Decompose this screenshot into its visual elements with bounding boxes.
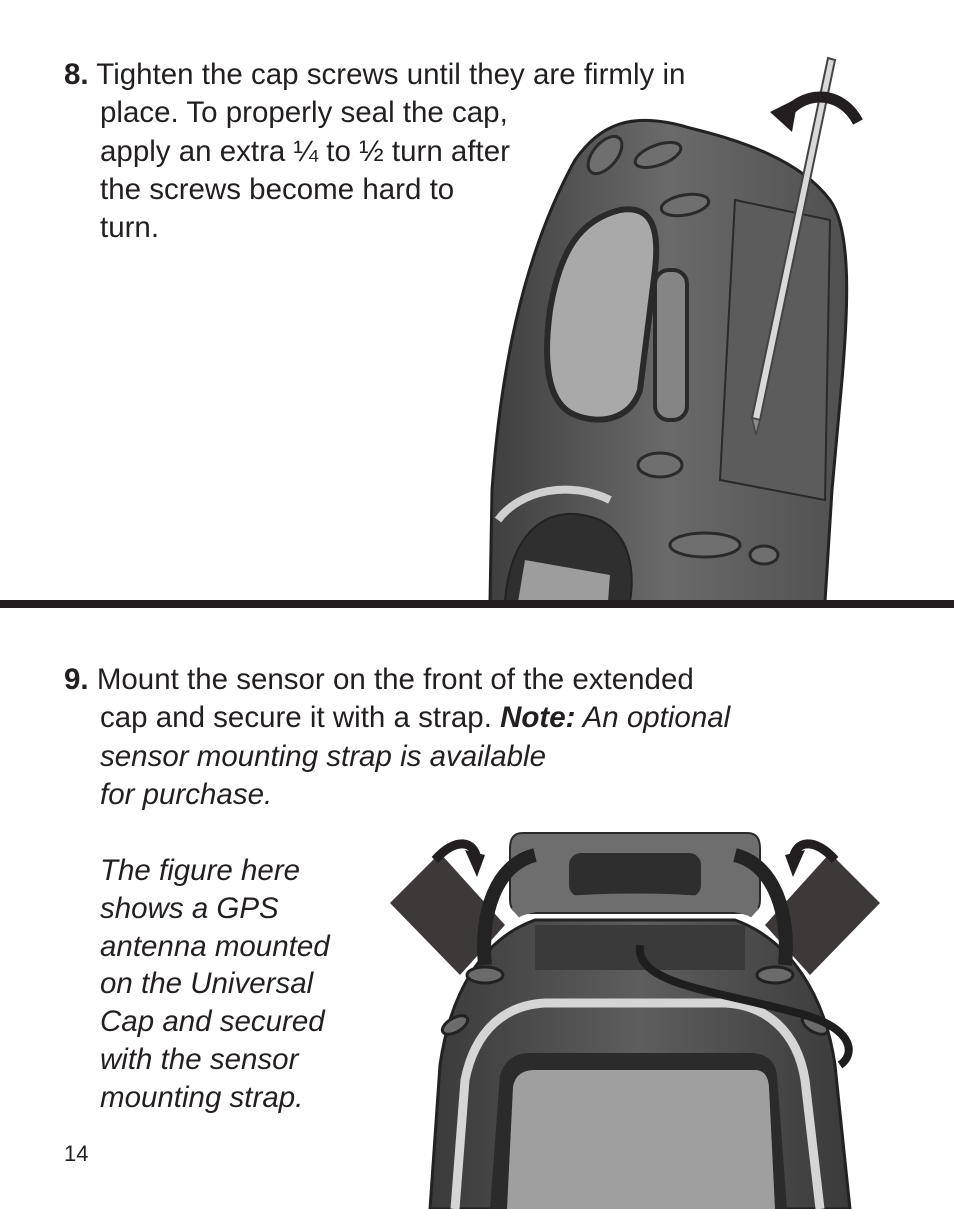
cap-tightening-illustration [480,50,880,602]
caption-line-1: The figure here [100,854,301,887]
note-text-line-2: sensor mounting strap is available [100,739,547,773]
section-divider [0,600,954,608]
step-8-line-2: place. To properly seal the cap, [100,96,508,130]
step-8-number: 8. [64,58,89,91]
step-9-number: 9. [64,663,89,696]
note-label: Note: [500,701,576,735]
caption-line-3: antenna mounted [100,929,330,963]
step-9-line-2-text: cap and secure it with a strap. [100,701,501,735]
caption-line-5: Cap and secured [100,1005,325,1039]
figure-caption [100,852,330,1117]
step-8-line-4: the screws become hard to [100,172,455,206]
step-8-line-3: apply an extra ¼ to ½ turn after [100,134,510,168]
step-8-line-1: Tighten the cap screws until they are firmly in [96,58,686,91]
page-number: 14 [64,1141,89,1166]
note-text-line-3: for purchase. [100,777,273,811]
note-text-start: An optional [575,701,731,735]
step-8-line-5: turn. [100,211,160,245]
caption-line-4: on the Universal [100,967,314,1001]
caption-line-2: shows a GPS [100,891,279,925]
caption-line-7: mounting strap. [100,1080,304,1114]
gps-antenna-strap-illustration [385,825,885,1209]
step-9-instruction [64,661,730,814]
step-9-line-1: Mount the sensor on the front of the extended [96,663,694,696]
caption-line-6: with the sensor [100,1042,299,1076]
